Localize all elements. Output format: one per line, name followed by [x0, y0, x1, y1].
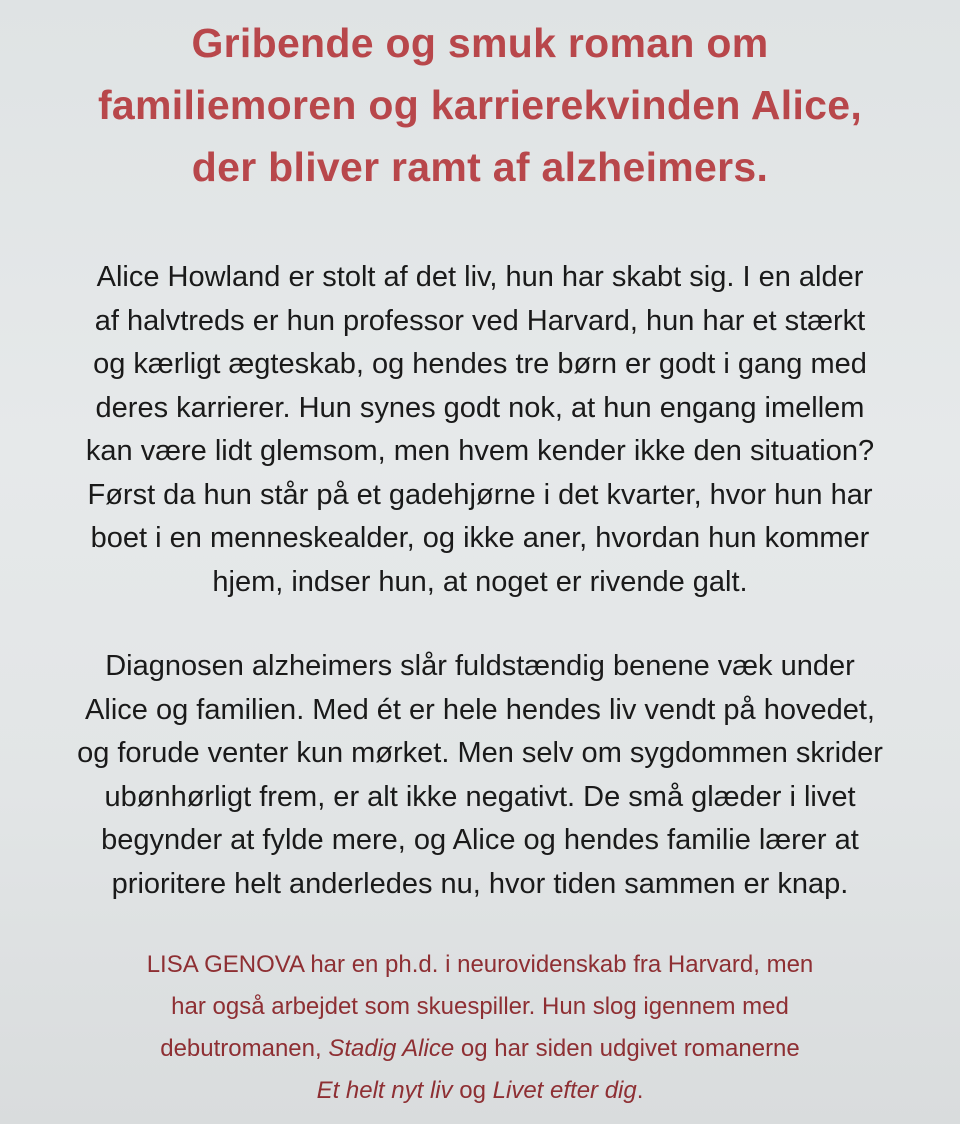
text-line: boet i en menneskealder, og ikke aner, hvordan hun kommer [90, 522, 870, 554]
synopsis-paragraph-2 [0, 645, 960, 906]
book-title-livet-efter-dig: Livet efter dig [492, 1077, 637, 1104]
headline-line-2: familiemoren og karrierekvinden Alice, [97, 82, 863, 128]
bio-text: og har siden udgivet romanerne [454, 1035, 800, 1062]
bio-line-4 [0, 1070, 960, 1112]
text-line: Alice Howland er stolt af det liv, hun har skabt sig. I en alder [96, 261, 864, 293]
text-line: deres karrierer. Hun synes godt nok, at hun engang imellem [95, 391, 865, 424]
text-line: prioritere helt anderledes nu, hvor tiden sammen er knap. [111, 867, 849, 900]
bio-line-3 [0, 1028, 960, 1070]
bio-line-2: har også arbejdet som skuespiller. Hun slog igennem med [171, 993, 789, 1020]
headline [0, 12, 960, 198]
text-line: og forude venter kun mørket. Men selv om sygdommen skrider [77, 737, 883, 769]
text-line: kan være lidt glemsom, men hvem kender ikke den situation? [85, 435, 875, 467]
headline-line-1: Gribende og smuk roman om [191, 20, 769, 66]
bio-text: . [636, 1077, 644, 1104]
text-line: og kærligt ægteskab, og hendes tre børn er godt i gang med [93, 348, 867, 380]
bio-text: debutromanen, [160, 1035, 329, 1062]
text-line: hjem, indser hun, at noget er rivende galt. [212, 565, 748, 598]
text-line: Alice og familien. Med ét er hele hendes liv vendt på hovedet, [85, 693, 875, 726]
headline-line-3: der bliver ramt af alzheimers. [191, 144, 769, 190]
text-line: ubønhørligt frem, er alt ikke negativt. De små glæder i livet [104, 780, 856, 813]
text-line: af halvtreds er hun professor ved Harvard, hun har et stærkt [94, 304, 866, 337]
text-line: Først da hun står på et gadehjørne i det kvarter, hvor hun har [87, 478, 873, 511]
text-line: Diagnosen alzheimers slår fuldstændig benene væk under [105, 650, 855, 682]
book-title-et-helt-nyt-liv: Et helt nyt liv [316, 1077, 453, 1104]
bio-text: og [452, 1077, 493, 1104]
synopsis-paragraph-1 [0, 256, 960, 604]
bio-line-1: LISA GENOVA har en ph.d. i neurovidenskab fra Harvard, men [146, 951, 814, 978]
text-line: begynder at fylde mere, og Alice og hendes familie lærer at [101, 824, 859, 856]
author-bio [0, 944, 960, 1112]
book-title-stadig-alice: Stadig Alice [328, 1035, 455, 1062]
